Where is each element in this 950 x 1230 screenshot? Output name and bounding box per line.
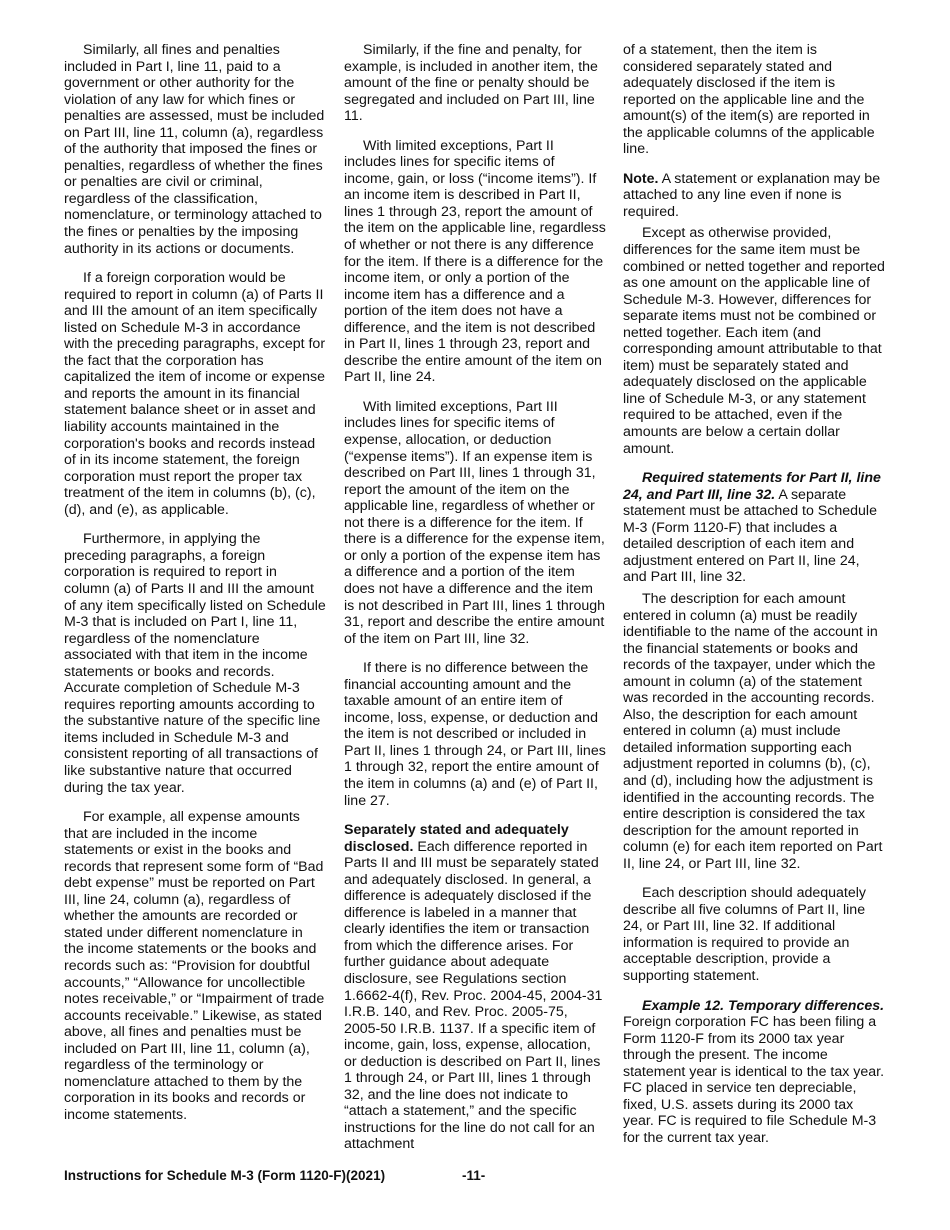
note-paragraph [623, 171, 885, 221]
run-in-heading: Separately stated and adequately disclosed. [344, 822, 569, 855]
text-column-3 [623, 42, 885, 1159]
paragraph: For example, all expense amounts that are included in the income statements or exist in the books and records that represent some form of “Bad debt expense” must be reported on Part III, line 24, column (a), regardless of whether the amounts are recorded or stated under different nomenclature in the income statements or the books and records such as: “Provision for doubtful accounts,” “Allowance for uncollectible notes receivable,” or “Impairment of trade accounts receivable.” Likewise, as stated above, all fines and penalties must be included on Part III, line 11, column (a), regardless of the terminology or nomenclature attached to them by the corporation in its books and records or income statements. [64, 809, 325, 1123]
paragraph: Each description should adequately describe all five columns of Part II, line 24, or Part III, line 32. If additional information is required to provide an acceptable description, provide a supporting statement. [623, 885, 867, 984]
paragraph: Similarly, all fines and penalties included in Part I, line 11, paid to a government or other authority for the violation of any law for which fines or penalties are assessed, must be included on Part III, line 11, column (a), regardless of the authority that imposed the fines or penalties, regardless of whether the fines or penalties are civil or criminal, regardless of the classification, nomenclature, or terminology attached to the fines or penalties by the imposing authority in its actions or documents. [64, 42, 325, 257]
run-in-heading: Example 12. Temporary differences. [642, 997, 885, 1014]
paragraph-separately-stated [344, 822, 606, 1153]
paragraph: With limited exceptions, Part III includes lines for specific items of expense, allocation, or deduction (“expense items”). If an expense item is described on Part III, lines 1 through 31, report the amount of the item on the applicable line, regardless of whether or not there is a difference for the item. If there is a difference for the expense item, or only a portion of the expense item has a difference and a portion of the item does not have a difference and the item is not described in Part III, lines 1 through 31, report and describe the entire amount of the item on Part III, line 32. [344, 398, 606, 647]
footer-title: Instructions for Schedule M-3 (Form 1120-F)(2021) [64, 1168, 386, 1183]
note-label: Note. [623, 170, 659, 187]
paragraph: If a foreign corporation would be required to report in column (a) of Parts II and III the amount of an item specifically listed on Schedule M-3 in accordance with the preceding paragraphs, except for the fact that the corporation has capitalized the item of income or expense and reports the amount in its financial statement balance sheet or in asset and liability accounts maintained in the corporation's books and records instead of in its income statement, the foreign corporation must report the proper tax treatment of the item in columns (b), (c), (d), and (e), as applicable. [64, 270, 326, 518]
paragraph-body: Foreign corporation FC has been filing a Form 1120-F from its 2000 tax year through the present. The income statement year is identical to the tax year. FC placed in service ten depreciable, fixed, U.S. assets during its 2000 tax year. FC is required to file Schedule M-3 for the current tax year. [623, 1014, 885, 1146]
paragraph: The description for each amount entered in column (a) must be readily identifiable to the name of the account in the financial statements or books and records of the taxpayer, under which the amount in column (a) of the statement was recorded in the accounting records. Also, the description for each amount entered in column (a) must include detailed information supporting each adjustment reported in columns (b), (c), and (d), including how the adjustment is identified in the accounting records. The entire description is considered the tax description for the amount reported in column (e) for each item reported on Part II, line 24, or Part III, line 32. [623, 590, 883, 872]
paragraph: Furthermore, in applying the preceding paragraphs, a foreign corporation is required to report in column (a) of Parts II and III the amount of any item specifically listed on Schedule M-3 that is included on Part I, line 11, regardless of the nomenclature associated with that item in the income statements or books and records. Accurate completion of Schedule M-3 requires reporting amounts according to the substantive nature of the specific line items included in Schedule M-3 and consistent reporting of all transactions of like substantive nature that occurred during the tax year. [64, 531, 326, 796]
paragraph-body: A statement or explanation may be attached to any line even if none is required. [623, 170, 881, 220]
paragraph-body: Each difference reported in Parts II and III must be separately stated and adequately disclosed. In general, a difference is adequately disclosed if the difference is labeled in a manner that clearly identifies the item or transaction from which the difference arises. For further guidance about adequate disclosure, see Regulations section 1.6662-4(f), Rev. Proc. 2004-45, 2004-31 I.R.B. 140, and Rev. Proc. 2005-75, 2005-50 I.R.B. 1137. If a specific item of income, gain, loss, expense, allocation, or deduction is described on Part II, lines 1 through 24, or Part III, lines 1 through 32, and the line does not indicate to “attach a statement,” and the specific instructions for the line do not call for an attachment [344, 838, 603, 1153]
paragraph-required-statements [623, 470, 885, 586]
paragraph: of a statement, then the item is considered separately stated and adequately disclosed if the item is reported on the applicable line and the amount(s) of the item(s) are reported in the applicable columns of the applicable line. [623, 42, 875, 158]
paragraph: With limited exceptions, Part II includes lines for specific items of income, gain, or loss (“income items”). If an income item is described in Part II, lines 1 through 23, report the amount of the item on the applicable line, regardless of whether or not there is any difference for the item. If there is a difference for the income item, or only a portion of the income item has a difference and a portion of the item does not have a difference, and the item is not described in Part II, lines 1 through 23, report and describe the entire amount of the item on Part II, line 24. [344, 137, 606, 386]
page-footer [64, 1168, 886, 1188]
paragraph: If there is no difference between the financial accounting amount and the taxable amount of an entire item of income, loss, expense, or deduction and the item is not described or included in Part II, lines 1 through 24, or Part III, lines 1 through 32, report the entire amount of the item in columns (a) and (e) of Part II, line 27. [344, 660, 606, 809]
paragraph-body: A separate statement must be attached to Schedule M-3 (Form 1120-F) that includes a detailed description of each item and adjustment entered on Part II, line 24, and Part III, line 32. [623, 486, 877, 586]
text-column-2 [344, 42, 606, 1166]
run-in-heading: Required statements for Part II, line 24, and Part III, line 32. [623, 470, 881, 503]
paragraph: Similarly, if the fine and penalty, for example, is included in another item, the amount of the fine or penalty should be segregated and included on Part III, line 11. [344, 42, 598, 125]
paragraph-example-12 [623, 998, 885, 1147]
paragraph: Except as otherwise provided, differences for the same item must be combined or netted together and reported as one amount on the applicable line of Schedule M-3. However, differences for separate items must not be combined or netted together. Each item (and corresponding amount attributable to that item) must be separately stated and adequately disclosed on the applicable line of Schedule M-3, or any statement required to be attached, even if the amounts are below a certain dollar amount. [623, 225, 885, 457]
text-column-1 [64, 42, 326, 1136]
page-number: -11- [462, 1168, 486, 1183]
